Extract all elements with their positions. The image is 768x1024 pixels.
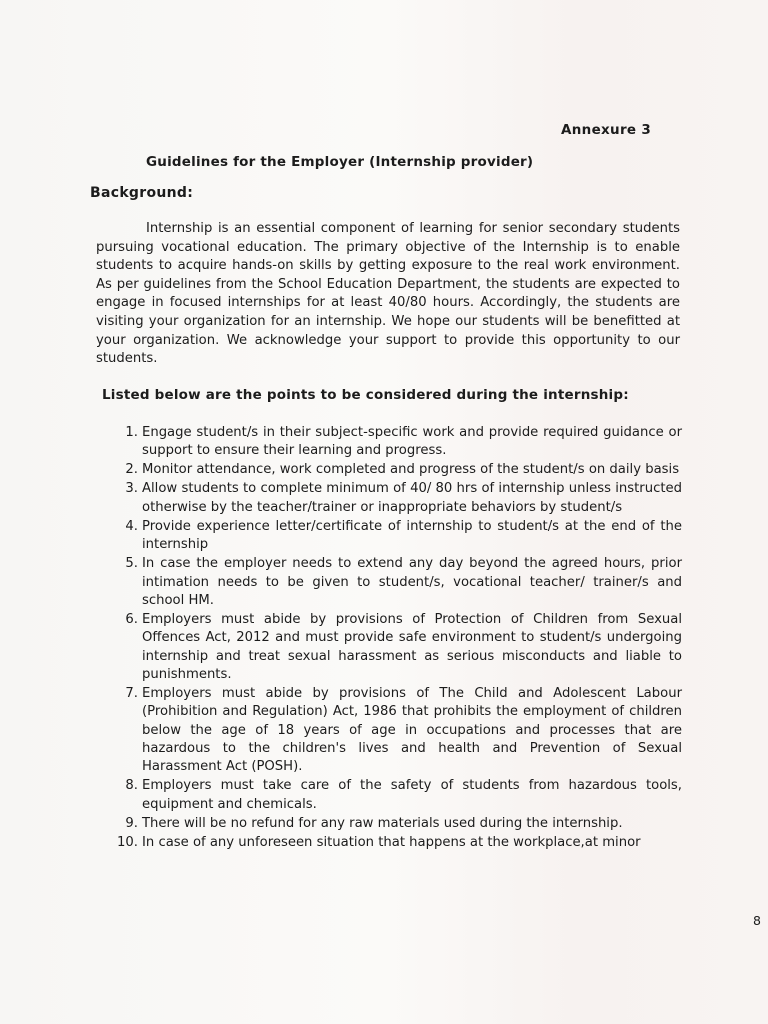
background-heading: Background: xyxy=(90,185,194,201)
list-item-number: 2. xyxy=(125,462,138,478)
list-item-text: Engage student/s in their subject-specific work and provide required guidance or support to ensure their learning and progress. xyxy=(142,425,682,459)
list-item-number: 7. xyxy=(125,685,138,701)
list-item xyxy=(104,480,682,517)
list-item-text: Employers must take care of the safety of students from hazardous tools, equipment and chemicals. xyxy=(142,778,682,812)
list-item-text: Monitor attendance, work completed and progress of the student/s on daily basis xyxy=(142,462,680,478)
page-number: 8 xyxy=(753,913,761,928)
list-item xyxy=(104,815,682,833)
list-item xyxy=(104,611,682,684)
list-item xyxy=(104,777,682,814)
list-item-number: 10. xyxy=(117,834,138,850)
list-item-text: Employers must abide by provisions of Protection of Children from Sexual Offences Act, 2012 and must provide safe environment to student/s undergoing internship and treat sexual harassment as serious misconducts and liable to punishments. xyxy=(142,611,682,682)
list-item-text: Employers must abide by provisions of The Child and Adolescent Labour (Prohibition and Regulation) Act, 1986 that prohibits the employment of children below the age of 18 years of age in occupations and processes that are hazardous to the children's lives and health and Prevention of Sexual Harassment Act (POSH). xyxy=(142,685,682,775)
list-item-text: Provide experience letter/certificate of internship to student/s at the end of the internship xyxy=(142,518,682,553)
list-item xyxy=(104,685,682,776)
points-heading: Listed below are the points to be considered during the internship: xyxy=(102,387,629,403)
list-item-number: 9. xyxy=(125,815,138,831)
list-item-number: 6. xyxy=(125,611,138,627)
list-item-text: Allow students to complete minimum of 40/ 80 hrs of internship unless instructed otherwise by the teacher/trainer or inappropriate behaviors by student/s xyxy=(142,481,682,515)
list-item-text: There will be no refund for any raw materials used during the internship. xyxy=(142,815,623,831)
list-item-number: 1. xyxy=(125,425,138,440)
list-item-number: 4. xyxy=(125,518,138,534)
list-item-number: 8. xyxy=(125,778,138,794)
list-item xyxy=(104,518,682,555)
list-item-number: 3. xyxy=(125,481,138,497)
background-paragraph: Internship is an essential component of learning for senior secondary students pursuing vocational education. The primary objective of the Internship is to enable students to acquire hands-on skills by getting exposure to the real work environment. As per guidelines from the School Education Department, the students are expected to engage in focused internships for at least 40/80 hours. Accordingly, the students are visiting your organization for an internship. We hope our students will be benefitted at your organization. We acknowledge your support to provide this opportunity to our students. xyxy=(96,221,680,367)
list-item xyxy=(104,834,682,852)
list-item-text: In case of any unforeseen situation that happens at the workplace,at minor xyxy=(142,834,641,850)
document-title: Guidelines for the Employer (Internship provider) xyxy=(146,154,534,170)
list-item xyxy=(104,461,682,479)
list-item-number: 5. xyxy=(125,556,138,572)
annexure-label: Annexure 3 xyxy=(561,122,652,138)
points-list xyxy=(104,424,682,853)
list-item xyxy=(104,424,682,461)
list-item-text: In case the employer needs to extend any day beyond the agreed hours, prior intimation needs to be given to student/s, vocational teacher/ trainer/s and school HM. xyxy=(142,556,682,608)
list-item xyxy=(104,555,682,610)
